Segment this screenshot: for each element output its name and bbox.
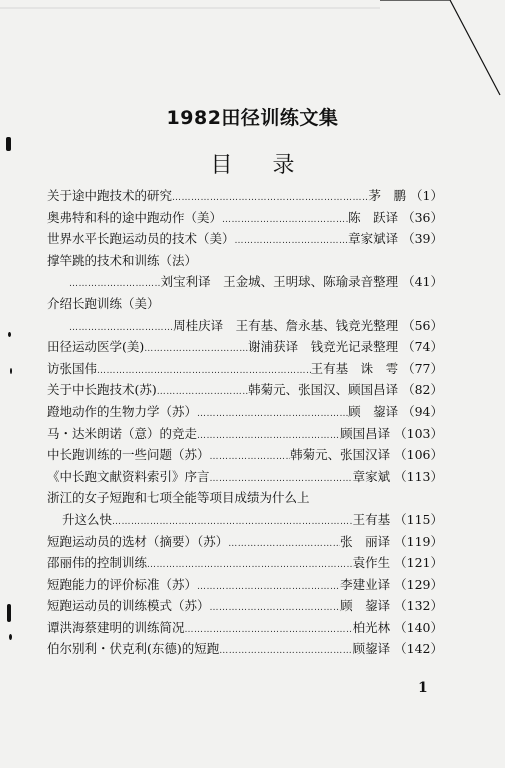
toc-entry-title: 撑竿跳的技术和训练（法） bbox=[47, 252, 198, 268]
toc-entry-title: 短跑运动员的选材（摘要）（苏） bbox=[47, 533, 229, 549]
toc-entry-author: 王有基 bbox=[352, 511, 391, 527]
toc-entry bbox=[47, 272, 443, 294]
toc-entry-page: （142） bbox=[394, 641, 443, 657]
toc-entry-author: 袁作生 bbox=[352, 555, 391, 571]
toc-entry-page: （94） bbox=[402, 403, 443, 419]
toc-entry-author: 柏光林 bbox=[352, 619, 391, 635]
book-title: 1982田径训练文集 bbox=[166, 107, 339, 129]
toc-entry-page: （82） bbox=[402, 382, 443, 398]
toc-entry-author: 章家斌译 bbox=[348, 231, 399, 247]
toc-entry bbox=[47, 467, 443, 489]
leader-dots bbox=[69, 323, 173, 333]
leader-dots bbox=[172, 193, 369, 203]
toc-entry-title: 短跑能力的评价标准（苏） bbox=[47, 576, 198, 592]
toc-entry bbox=[47, 510, 443, 532]
toc-entry-page: （77） bbox=[402, 360, 443, 376]
toc-entry bbox=[47, 445, 443, 467]
toc-entry-author: 顾鋆译 bbox=[352, 641, 391, 657]
leader-dots bbox=[185, 625, 353, 635]
leader-dots bbox=[222, 215, 348, 225]
toc-entry-author: 韩菊元、张国汉译 bbox=[290, 447, 391, 463]
toc-entry-title: 田径运动医学(美) bbox=[47, 339, 145, 355]
toc-entry-page: （56） bbox=[402, 317, 443, 333]
toc-entry-author: 谢浦获译 钱竞光记录整理 bbox=[248, 339, 399, 355]
toc-entry bbox=[47, 575, 443, 597]
toc-entry-title: 邵丽伟的控制训练 bbox=[47, 555, 148, 571]
toc-entry-title: 马・达米朗诺（意）的竞走 bbox=[47, 425, 198, 441]
toc-entry-page: （129） bbox=[394, 576, 443, 592]
toc-entry-page: （140） bbox=[394, 619, 443, 635]
toc-entry-author: 刘宝利译 王金城、王明球、陈瑜录音整理 bbox=[160, 274, 399, 290]
toc-entry-title: 升这么快 bbox=[62, 511, 113, 527]
toc-entry bbox=[47, 639, 443, 661]
toc-entry-author: 韩菊元、张国汉、顾国昌译 bbox=[248, 382, 399, 398]
toc-entry bbox=[47, 596, 443, 618]
toc-entry-title: 蹬地动作的生物力学（苏） bbox=[47, 403, 198, 419]
toc-entry bbox=[47, 553, 443, 575]
toc-entry bbox=[47, 359, 443, 381]
leader-dots bbox=[197, 582, 340, 592]
leader-dots bbox=[157, 387, 248, 397]
toc-entry-title: 《中长跑文献资料索引》序言 bbox=[47, 468, 210, 484]
toc-entry bbox=[47, 532, 443, 554]
toc-entry bbox=[47, 208, 443, 230]
leader-dots bbox=[112, 517, 353, 527]
leader-dots bbox=[219, 646, 352, 656]
toc-entry-page: （36） bbox=[402, 209, 443, 225]
toc-entry-author: 陈 跃译 bbox=[348, 209, 399, 225]
table-of-contents bbox=[47, 186, 443, 661]
toc-entry-page: （119） bbox=[394, 533, 443, 549]
toc-entry-page: （103） bbox=[394, 425, 443, 441]
leader-dots bbox=[69, 279, 161, 289]
toc-entry-author: 茅 鹏 bbox=[368, 188, 407, 203]
toc-entry-title: 短跑运动员的训练模式（苏） bbox=[47, 598, 210, 614]
leader-dots bbox=[210, 603, 341, 613]
toc-entry-title: 奥弗特和科的途中跑动作（美） bbox=[47, 209, 223, 225]
toc-entry-author: 李建业译 bbox=[340, 576, 391, 592]
toc-entry-author: 周桂庆译 王有基、詹永基、钱竞光整理 bbox=[173, 317, 399, 333]
leader-dots bbox=[197, 409, 348, 419]
toc-entry bbox=[47, 380, 443, 402]
leader-dots bbox=[210, 452, 291, 462]
toc-entry-page: （106） bbox=[394, 447, 443, 463]
toc-entry-author: 章家斌 bbox=[352, 468, 391, 484]
toc-entry bbox=[47, 251, 443, 273]
toc-entry bbox=[47, 488, 443, 510]
toc-entry bbox=[47, 618, 443, 640]
toc-heading: 目录 bbox=[210, 153, 335, 178]
toc-entry-page: （132） bbox=[394, 598, 443, 614]
toc-entry-author: 张 丽译 bbox=[340, 533, 391, 549]
leader-dots bbox=[97, 366, 311, 376]
toc-entry-author: 顾 鋆译 bbox=[340, 598, 391, 614]
toc-entry-title: 访张国伟 bbox=[47, 360, 98, 376]
toc-entry-page: （113） bbox=[394, 468, 443, 484]
toc-entry bbox=[47, 316, 443, 338]
toc-entry-author: 顾国昌译 bbox=[340, 425, 391, 441]
toc-entry bbox=[47, 186, 443, 208]
toc-entry-author: 顾 鋆译 bbox=[348, 403, 399, 419]
binding-mark bbox=[10, 368, 12, 374]
toc-entry-title: 浙江的女子短跑和七项全能等项目成绩为什么上 bbox=[47, 490, 310, 506]
toc-entry bbox=[47, 337, 443, 359]
leader-dots bbox=[144, 344, 248, 354]
leader-dots bbox=[147, 560, 353, 570]
toc-entry-page: （41） bbox=[402, 274, 443, 290]
toc-entry-title: 谭洪海蔡建明的训练简况 bbox=[47, 619, 185, 635]
leader-dots bbox=[197, 431, 340, 441]
leader-dots bbox=[210, 474, 353, 484]
toc-entry bbox=[47, 294, 443, 316]
toc-entry-page: （39） bbox=[402, 231, 443, 247]
toc-entry-title: 中长跑训练的一些问题（苏） bbox=[47, 447, 210, 463]
toc-entry-title: 关于中长跑技术(苏) bbox=[47, 382, 157, 398]
leader-dots bbox=[228, 539, 340, 549]
toc-entry bbox=[47, 229, 443, 251]
toc-entry-title: 关于途中跑技术的研究 bbox=[47, 188, 173, 203]
toc-entry-page: （1） bbox=[410, 188, 443, 203]
toc-entry-page: （115） bbox=[394, 511, 443, 527]
binding-mark bbox=[9, 634, 12, 640]
toc-entry bbox=[47, 402, 443, 424]
binding-mark bbox=[8, 332, 11, 337]
toc-entry-title: 伯尔别利・伏克利(东德)的短跑 bbox=[47, 641, 220, 657]
binding-mark bbox=[7, 604, 11, 622]
leader-dots bbox=[235, 236, 349, 246]
toc-entry-title: 世界水平长跑运动员的技术（美） bbox=[47, 231, 235, 247]
toc-entry bbox=[47, 424, 443, 446]
toc-entry-page: （74） bbox=[402, 339, 443, 355]
toc-entry-title: 介绍长跑训练（美） bbox=[47, 295, 160, 311]
toc-entry-page: （121） bbox=[394, 555, 443, 571]
toc-entry-author: 王有基 诛 雩 bbox=[310, 360, 399, 376]
page-number: 1 bbox=[418, 680, 428, 696]
